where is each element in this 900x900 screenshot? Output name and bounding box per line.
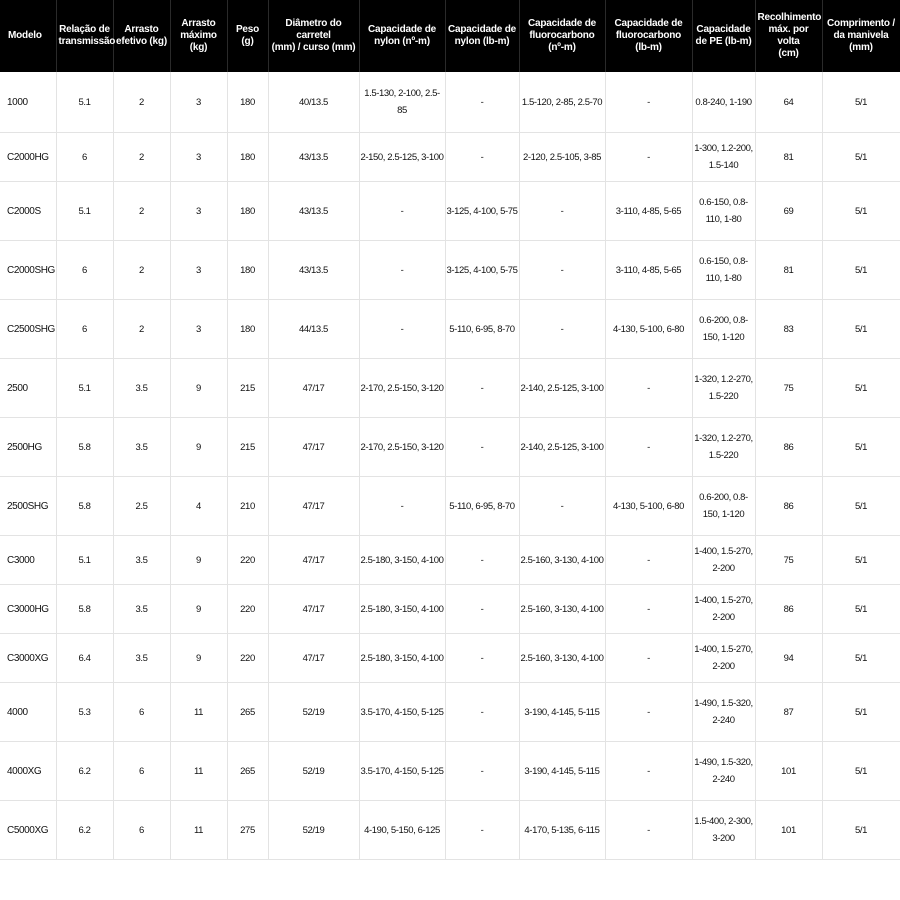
- table-cell: 5.1: [56, 536, 113, 585]
- column-header: Modelo: [0, 0, 56, 72]
- table-row: [0, 418, 900, 477]
- table-row: [0, 536, 900, 585]
- table-cell: 2-140, 2.5-125, 3-100: [519, 359, 605, 418]
- table-cell: -: [519, 182, 605, 241]
- table-cell: 3.5: [113, 418, 170, 477]
- table-cell: 2-120, 2.5-105, 3-85: [519, 133, 605, 182]
- table-cell: 1-400, 1.5-270, 2-200: [692, 536, 755, 585]
- table-cell: -: [605, 133, 692, 182]
- table-cell: 1.5-400, 2-300, 3-200: [692, 801, 755, 860]
- model-cell: 4000: [0, 683, 56, 742]
- table-cell: 87: [755, 683, 822, 742]
- table-cell: 0.8-240, 1-190: [692, 72, 755, 133]
- table-cell: 3-110, 4-85, 5-65: [605, 241, 692, 300]
- table-cell: 3: [170, 133, 227, 182]
- table-cell: 220: [227, 634, 268, 683]
- table-cell: 52/19: [268, 683, 359, 742]
- model-cell: C3000: [0, 536, 56, 585]
- table-cell: 1.5-130, 2-100, 2.5-85: [359, 72, 445, 133]
- table-cell: 44/13.5: [268, 300, 359, 359]
- model-cell: 2500HG: [0, 418, 56, 477]
- table-cell: -: [605, 634, 692, 683]
- table-header: [0, 0, 900, 72]
- table-cell: 5.1: [56, 182, 113, 241]
- table-cell: 86: [755, 477, 822, 536]
- table-cell: 94: [755, 634, 822, 683]
- table-cell: 5.8: [56, 418, 113, 477]
- table-cell: 1.5-120, 2-85, 2.5-70: [519, 72, 605, 133]
- column-header: Peso (g): [227, 0, 268, 72]
- table-cell: 2.5-180, 3-150, 4-100: [359, 634, 445, 683]
- table-cell: 5.1: [56, 359, 113, 418]
- model-cell: C2000HG: [0, 133, 56, 182]
- table-cell: 3-125, 4-100, 5-75: [445, 182, 519, 241]
- table-row: [0, 182, 900, 241]
- table-row: [0, 634, 900, 683]
- table-row: [0, 477, 900, 536]
- table-cell: 2-140, 2.5-125, 3-100: [519, 418, 605, 477]
- table-cell: 5.1: [56, 72, 113, 133]
- table-cell: 6: [56, 300, 113, 359]
- table-cell: 5/1: [822, 634, 900, 683]
- table-cell: 5/1: [822, 300, 900, 359]
- table-cell: 6: [113, 742, 170, 801]
- table-cell: 1-400, 1.5-270, 2-200: [692, 634, 755, 683]
- table-cell: -: [445, 418, 519, 477]
- table-cell: 3: [170, 300, 227, 359]
- table-cell: 2.5-180, 3-150, 4-100: [359, 585, 445, 634]
- column-header: Comprimento / da manivela (mm): [822, 0, 900, 72]
- table-cell: 180: [227, 241, 268, 300]
- table-cell: 43/13.5: [268, 133, 359, 182]
- table-cell: 5.3: [56, 683, 113, 742]
- table-cell: -: [519, 477, 605, 536]
- table-cell: 5/1: [822, 133, 900, 182]
- table-cell: 2.5: [113, 477, 170, 536]
- table-cell: 5/1: [822, 477, 900, 536]
- table-cell: -: [445, 801, 519, 860]
- table-row: [0, 742, 900, 801]
- table-cell: -: [519, 241, 605, 300]
- table-cell: 5.8: [56, 477, 113, 536]
- table-cell: -: [445, 634, 519, 683]
- table-cell: 6.2: [56, 742, 113, 801]
- table-cell: 1-400, 1.5-270, 2-200: [692, 585, 755, 634]
- table-cell: 220: [227, 536, 268, 585]
- table-row: [0, 72, 900, 133]
- table-cell: 2.5-180, 3-150, 4-100: [359, 536, 445, 585]
- table-cell: 5-110, 6-95, 8-70: [445, 477, 519, 536]
- model-cell: 4000XG: [0, 742, 56, 801]
- table-cell: -: [359, 477, 445, 536]
- table-cell: 43/13.5: [268, 241, 359, 300]
- table-cell: -: [445, 742, 519, 801]
- table-cell: 6: [56, 133, 113, 182]
- column-header: Capacidade de nylon (lb-m): [445, 0, 519, 72]
- table-cell: 47/17: [268, 477, 359, 536]
- table-cell: 47/17: [268, 536, 359, 585]
- table-cell: -: [359, 300, 445, 359]
- table-cell: 6: [56, 241, 113, 300]
- column-header: Relação de transmissão: [56, 0, 113, 72]
- table-row: [0, 300, 900, 359]
- model-cell: C3000XG: [0, 634, 56, 683]
- table-cell: -: [605, 683, 692, 742]
- table-cell: -: [519, 300, 605, 359]
- table-cell: 64: [755, 72, 822, 133]
- table-cell: 6.2: [56, 801, 113, 860]
- table-cell: 40/13.5: [268, 72, 359, 133]
- table-cell: 5/1: [822, 801, 900, 860]
- table-cell: -: [605, 536, 692, 585]
- table-cell: 5/1: [822, 536, 900, 585]
- table-cell: 81: [755, 133, 822, 182]
- table-cell: 6: [113, 801, 170, 860]
- table-cell: 3-125, 4-100, 5-75: [445, 241, 519, 300]
- table-cell: 52/19: [268, 801, 359, 860]
- table-cell: -: [445, 359, 519, 418]
- table-cell: 0.6-150, 0.8- 110, 1-80: [692, 241, 755, 300]
- column-header: Arrasto efetivo (kg): [113, 0, 170, 72]
- table-cell: 1-320, 1.2-270, 1.5-220: [692, 418, 755, 477]
- table-cell: 3-190, 4-145, 5-115: [519, 683, 605, 742]
- table-row: [0, 801, 900, 860]
- table-cell: 3.5-170, 4-150, 5-125: [359, 683, 445, 742]
- table-cell: 3: [170, 182, 227, 241]
- table-cell: 11: [170, 742, 227, 801]
- table-cell: 5.8: [56, 585, 113, 634]
- table-cell: 2: [113, 241, 170, 300]
- table-cell: 52/19: [268, 742, 359, 801]
- table-cell: 9: [170, 585, 227, 634]
- table-cell: 3.5: [113, 634, 170, 683]
- table-cell: 9: [170, 359, 227, 418]
- table-cell: -: [445, 683, 519, 742]
- table-cell: 5/1: [822, 241, 900, 300]
- table-cell: 2.5-160, 3-130, 4-100: [519, 634, 605, 683]
- table-cell: 3: [170, 72, 227, 133]
- table-cell: 180: [227, 300, 268, 359]
- table-cell: -: [605, 742, 692, 801]
- table-cell: 2-170, 2.5-150, 3-120: [359, 418, 445, 477]
- table-row: [0, 359, 900, 418]
- table-cell: 3.5-170, 4-150, 5-125: [359, 742, 445, 801]
- table-cell: -: [445, 536, 519, 585]
- table-cell: 5/1: [822, 585, 900, 634]
- table-cell: 47/17: [268, 359, 359, 418]
- table-cell: 11: [170, 683, 227, 742]
- table-cell: 5/1: [822, 72, 900, 133]
- table-cell: 83: [755, 300, 822, 359]
- table-cell: 180: [227, 182, 268, 241]
- table-cell: 2-170, 2.5-150, 3-120: [359, 359, 445, 418]
- model-cell: 2500: [0, 359, 56, 418]
- table-row: [0, 133, 900, 182]
- model-cell: C2500SHG: [0, 300, 56, 359]
- table-cell: 3-110, 4-85, 5-65: [605, 182, 692, 241]
- model-cell: C2000S: [0, 182, 56, 241]
- table-cell: 69: [755, 182, 822, 241]
- table-cell: -: [605, 72, 692, 133]
- table-cell: -: [605, 359, 692, 418]
- table-cell: 47/17: [268, 634, 359, 683]
- table-cell: 0.6-200, 0.8- 150, 1-120: [692, 300, 755, 359]
- column-header: Capacidade de PE (lb-m): [692, 0, 755, 72]
- table-cell: -: [445, 72, 519, 133]
- table-cell: -: [605, 585, 692, 634]
- table-cell: 180: [227, 72, 268, 133]
- table-cell: 265: [227, 683, 268, 742]
- table-cell: -: [605, 418, 692, 477]
- table-cell: 3.5: [113, 585, 170, 634]
- table-cell: 5/1: [822, 742, 900, 801]
- table-cell: 3-190, 4-145, 5-115: [519, 742, 605, 801]
- model-cell: 1000: [0, 72, 56, 133]
- table-cell: 9: [170, 418, 227, 477]
- table-cell: 6: [113, 683, 170, 742]
- table-cell: -: [359, 182, 445, 241]
- table-cell: 11: [170, 801, 227, 860]
- table-cell: 5/1: [822, 359, 900, 418]
- table-cell: 3.5: [113, 359, 170, 418]
- table-cell: 210: [227, 477, 268, 536]
- table-cell: 2-150, 2.5-125, 3-100: [359, 133, 445, 182]
- table-cell: 43/13.5: [268, 182, 359, 241]
- table-cell: 9: [170, 634, 227, 683]
- table-cell: 265: [227, 742, 268, 801]
- table-cell: 6.4: [56, 634, 113, 683]
- table-cell: 2.5-160, 3-130, 4-100: [519, 536, 605, 585]
- table-cell: 101: [755, 801, 822, 860]
- table-cell: 101: [755, 742, 822, 801]
- table-cell: 0.6-150, 0.8- 110, 1-80: [692, 182, 755, 241]
- table-cell: 4: [170, 477, 227, 536]
- table-cell: -: [445, 585, 519, 634]
- table-cell: 4-130, 5-100, 6-80: [605, 477, 692, 536]
- table-cell: 5/1: [822, 418, 900, 477]
- table-cell: 275: [227, 801, 268, 860]
- table-cell: 215: [227, 359, 268, 418]
- table-cell: 75: [755, 359, 822, 418]
- model-cell: C2000SHG: [0, 241, 56, 300]
- column-header: Recolhimento máx. por volta (cm): [755, 0, 822, 72]
- table-cell: 0.6-200, 0.8- 150, 1-120: [692, 477, 755, 536]
- table-cell: 2: [113, 133, 170, 182]
- header-row: [0, 0, 900, 72]
- column-header: Diâmetro do carretel (mm) / curso (mm): [268, 0, 359, 72]
- table-cell: 2.5-160, 3-130, 4-100: [519, 585, 605, 634]
- table-cell: -: [445, 133, 519, 182]
- table-cell: 215: [227, 418, 268, 477]
- table-cell: 9: [170, 536, 227, 585]
- table-cell: 2: [113, 72, 170, 133]
- table-row: [0, 683, 900, 742]
- table-cell: 4-130, 5-100, 6-80: [605, 300, 692, 359]
- table-cell: 47/17: [268, 585, 359, 634]
- column-header: Capacidade de fluorocarbono (lb-m): [605, 0, 692, 72]
- table-body: [0, 72, 900, 860]
- table-cell: 5/1: [822, 182, 900, 241]
- column-header: Capacidade de fluorocarbono (nº-m): [519, 0, 605, 72]
- table-cell: -: [359, 241, 445, 300]
- table-cell: 4-190, 5-150, 6-125: [359, 801, 445, 860]
- table-row: [0, 241, 900, 300]
- table-cell: 3: [170, 241, 227, 300]
- table-cell: 47/17: [268, 418, 359, 477]
- column-header: Capacidade de nylon (nº-m): [359, 0, 445, 72]
- table-cell: 1-300, 1.2-200, 1.5-140: [692, 133, 755, 182]
- table-cell: 1-320, 1.2-270, 1.5-220: [692, 359, 755, 418]
- model-cell: C5000XG: [0, 801, 56, 860]
- table-cell: 3.5: [113, 536, 170, 585]
- table-cell: 2: [113, 300, 170, 359]
- table-cell: 81: [755, 241, 822, 300]
- table-cell: 86: [755, 418, 822, 477]
- column-header: Arrasto máximo (kg): [170, 0, 227, 72]
- table-cell: 220: [227, 585, 268, 634]
- table-cell: 5-110, 6-95, 8-70: [445, 300, 519, 359]
- table-row: [0, 585, 900, 634]
- table-cell: 1-490, 1.5-320, 2-240: [692, 742, 755, 801]
- model-cell: 2500SHG: [0, 477, 56, 536]
- table-cell: 4-170, 5-135, 6-115: [519, 801, 605, 860]
- table-cell: 86: [755, 585, 822, 634]
- table-cell: 2: [113, 182, 170, 241]
- model-cell: C3000HG: [0, 585, 56, 634]
- table-cell: 75: [755, 536, 822, 585]
- table-cell: 5/1: [822, 683, 900, 742]
- table-cell: 1-490, 1.5-320, 2-240: [692, 683, 755, 742]
- table-cell: -: [605, 801, 692, 860]
- table-cell: 180: [227, 133, 268, 182]
